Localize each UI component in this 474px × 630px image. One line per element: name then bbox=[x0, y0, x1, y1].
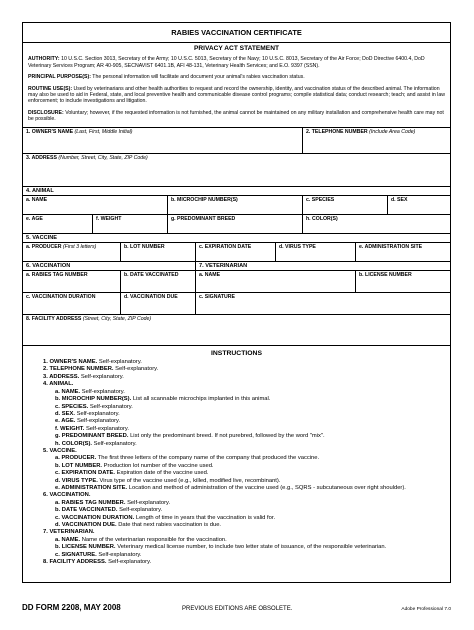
rabies-tag-field[interactable]: a. RABIES TAG NUMBER bbox=[23, 271, 121, 292]
instruction-label: a. PRODUCER. bbox=[55, 455, 97, 462]
instruction-line bbox=[29, 396, 444, 403]
instruction-text: List all scannable microchips implanted in this animal. bbox=[132, 396, 271, 403]
instruction-text: Virus type of the vaccine used (e.g., killed, modified live, recombinant). bbox=[99, 477, 281, 484]
instruction-label: 5. VACCINE. bbox=[43, 447, 77, 454]
instruction-line bbox=[29, 478, 444, 485]
instruction-text: Production lot number of the vaccine used. bbox=[103, 462, 214, 469]
instruction-label: 4. ANIMAL. bbox=[43, 381, 74, 388]
weight-field[interactable]: f. WEIGHT bbox=[93, 215, 168, 233]
instruction-label: 8. FACILITY ADDRESS. bbox=[43, 559, 107, 566]
instruction-label: b. LICENSE NUMBER. bbox=[55, 544, 116, 551]
license-number-field[interactable]: b. LICENSE NUMBER bbox=[359, 271, 412, 278]
date-vaccinated-field[interactable]: b. DATE VACCINATED bbox=[121, 271, 196, 292]
instructions-section bbox=[23, 346, 450, 582]
instruction-line bbox=[29, 411, 444, 418]
instruction-text: Self-explanatory. bbox=[85, 425, 130, 432]
instruction-line bbox=[29, 366, 444, 373]
instruction-text: Self-explanatory. bbox=[108, 559, 152, 566]
instruction-line bbox=[29, 418, 444, 425]
instruction-line bbox=[29, 426, 444, 433]
instruction-line bbox=[29, 470, 444, 477]
instruction-label: b. LOT NUMBER. bbox=[55, 462, 103, 469]
instruction-label: d. VACCINATION DUE. bbox=[55, 522, 117, 528]
instruction-text: Length of time in years that the vaccination is valid for. bbox=[135, 514, 276, 521]
routine-use-paragraph: ROUTINE USE(S): Used by veterinarians and other health authorities to request and record the ownership, identity, and vaccination status of the described animal. The information may also be used to aid in Federal, state, and local preventive health and communicable disease control programs; compile statistical data; conduct research; teach; and assist in law enforcement; to include investigations and litigation. bbox=[28, 85, 445, 105]
instruction-label: 2. TELEPHONE NUMBER. bbox=[43, 366, 114, 373]
instruction-label: h. COLOR(S). bbox=[55, 440, 93, 447]
instruction-text: Self-explanatory. bbox=[77, 418, 121, 425]
instruction-text: Self-explanatory. bbox=[119, 507, 163, 514]
form-number: DD FORM 2208, MAY 2008 bbox=[22, 603, 121, 612]
instruction-label: 3. ADDRESS. bbox=[43, 373, 80, 380]
instruction-line bbox=[29, 500, 444, 507]
instruction-label: g. PREDOMINANT BREED. bbox=[55, 433, 129, 440]
disclosure-paragraph: DISCLOSURE: Voluntary; however, if the requested information is not furnished, the animal cannot be maintained on any military installation and comprehensive health care may not be possible. bbox=[28, 109, 444, 123]
address-field[interactable]: 3. ADDRESS (Number, Street, City, State, ZIP Code) bbox=[26, 154, 148, 161]
vaccination-duration-field[interactable]: c. VACCINATION DURATION bbox=[23, 293, 121, 314]
instruction-label: c. EXPIRATION DATE. bbox=[55, 470, 116, 477]
instruction-line bbox=[29, 492, 444, 499]
species-field[interactable]: c. SPECIES bbox=[303, 196, 388, 214]
instruction-label: a. NAME. bbox=[55, 536, 81, 543]
vaccination-due-field[interactable]: d. VACCINATION DUE bbox=[121, 293, 196, 314]
instruction-label: b. MICROCHIP NUMBER(S). bbox=[55, 396, 132, 403]
instruction-text: Self-explanatory. bbox=[89, 403, 133, 410]
instruction-line bbox=[29, 485, 444, 492]
vaccination-vet-row-1 bbox=[23, 271, 450, 293]
instruction-line bbox=[29, 552, 444, 559]
instruction-label: e. AGE. bbox=[55, 418, 76, 425]
vaccination-section-header: 6. VACCINATION bbox=[23, 262, 196, 270]
breed-field[interactable]: g. PREDOMINANT BREED bbox=[168, 215, 303, 233]
certificate-form bbox=[22, 22, 451, 583]
owner-row bbox=[23, 128, 450, 154]
facility-address-field[interactable]: 8. FACILITY ADDRESS (Street, City, State, ZIP Code) bbox=[26, 315, 152, 322]
instruction-text: Self-explanatory. bbox=[127, 499, 171, 506]
instruction-label: 6. VACCINATION. bbox=[43, 492, 91, 499]
age-field[interactable]: e. AGE bbox=[23, 215, 93, 233]
authority-paragraph: AUTHORITY: 10 U.S.C. Section 3013, Secretary of the Army; 10 U.S.C. 5013, Secretary of the Navy; 10 U.S.C. 8013, Secretary of the Air Force; DoD Directive 6400.4, DoD Veterinary Services Program; AR 40-905, SECNAVIST 6401.1B, AFI 48-131, Veterinary Health Services; and E.O. 9397 (SSN). bbox=[28, 56, 425, 69]
instruction-line bbox=[29, 433, 444, 440]
signature-field[interactable]: c. SIGNATURE bbox=[199, 293, 235, 300]
instruction-line bbox=[29, 389, 444, 396]
expiration-date-field[interactable]: c. EXPIRATION DATE bbox=[196, 243, 276, 261]
instruction-label: 7. VETERINARIAN. bbox=[43, 529, 95, 536]
instruction-label: f. WEIGHT. bbox=[55, 425, 85, 432]
owner-name-field[interactable]: 1. OWNER'S NAME (Last, First, Middle Initial) bbox=[23, 128, 303, 153]
instruction-line bbox=[29, 522, 444, 529]
administration-site-field[interactable]: e. ADMINISTRATION SITE bbox=[359, 243, 423, 250]
instructions-list bbox=[29, 359, 444, 566]
vaccination-vet-row-2 bbox=[23, 293, 450, 315]
instruction-text: Self-explanatory. bbox=[115, 366, 159, 373]
producer-field[interactable]: a. PRODUCER (First 3 letters) bbox=[23, 243, 121, 261]
instruction-line bbox=[29, 515, 444, 522]
color-field[interactable]: h. COLOR(S) bbox=[306, 215, 338, 222]
instruction-line bbox=[29, 559, 444, 566]
instruction-line bbox=[29, 529, 444, 536]
instruction-text: Name of the veterinarian responsible for the vaccination. bbox=[81, 536, 227, 543]
instruction-line bbox=[29, 374, 444, 381]
instruction-label: a. RABIES TAG NUMBER. bbox=[55, 499, 126, 506]
instruction-line bbox=[29, 381, 444, 388]
software-note: Adobe Professional 7.0 bbox=[401, 607, 451, 612]
instruction-text: Self-explanatory. bbox=[80, 373, 124, 380]
instruction-line bbox=[29, 507, 444, 514]
instruction-label: d. VIRUS TYPE. bbox=[55, 477, 98, 484]
vaccine-row bbox=[23, 243, 450, 262]
instruction-label: a. NAME. bbox=[55, 388, 81, 395]
instruction-line bbox=[29, 455, 444, 462]
instruction-text: Self-explanatory. bbox=[93, 440, 137, 447]
animal-section-header: 4. ANIMAL bbox=[23, 187, 450, 196]
address-row bbox=[23, 154, 450, 187]
vet-name-field[interactable]: a. NAME bbox=[196, 271, 356, 292]
privacy-heading: PRIVACY ACT STATEMENT bbox=[194, 45, 279, 52]
instruction-text: Date that next rabies vaccination is due. bbox=[118, 522, 222, 528]
instruction-text: Self-explanatory. bbox=[76, 410, 120, 417]
instruction-line bbox=[29, 463, 444, 470]
vaccine-section-header: 5. VACCINE bbox=[23, 234, 450, 243]
vaccination-vet-header-row bbox=[23, 262, 450, 271]
instruction-line bbox=[29, 441, 444, 448]
instruction-label: e. ADMINISTRATION SITE. bbox=[55, 484, 128, 491]
purpose-paragraph: PRINCIPAL PURPOSE(S): The personal information will facilitate and document your animal's rabies vaccination status. bbox=[28, 74, 305, 81]
animal-row-1 bbox=[23, 196, 450, 215]
instruction-line bbox=[29, 544, 444, 551]
form-title: RABIES VACCINATION CERTIFICATE bbox=[23, 23, 450, 43]
instruction-line bbox=[29, 448, 444, 455]
microchip-field[interactable]: b. MICROCHIP NUMBER(S) bbox=[168, 196, 303, 214]
telephone-field[interactable]: 2. TELEPHONE NUMBER (Include Area Code) bbox=[306, 128, 416, 135]
veterinarian-section-header: 7. VETERINARIAN bbox=[199, 262, 248, 269]
instruction-line bbox=[29, 537, 444, 544]
previous-editions-note: PREVIOUS EDITIONS ARE OBSOLETE. bbox=[182, 606, 293, 612]
instruction-label: 1. OWNER'S NAME. bbox=[43, 359, 98, 366]
instruction-text: List only the predominant breed. If not purebred, followed by the word "mix". bbox=[130, 433, 325, 440]
instruction-line bbox=[29, 404, 444, 411]
instruction-text: Location and method of administration of the vaccine used (e.g., SQRS - subcutaneous over right shoulder). bbox=[128, 484, 406, 491]
instructions-heading: INSTRUCTIONS bbox=[211, 349, 262, 357]
animal-name-field[interactable]: a. NAME bbox=[23, 196, 168, 214]
facility-row bbox=[23, 315, 450, 346]
sex-field[interactable]: d. SEX bbox=[391, 196, 408, 203]
instruction-label: b. DATE VACCINATED. bbox=[55, 507, 118, 514]
lot-number-field[interactable]: b. LOT NUMBER bbox=[121, 243, 196, 261]
instruction-text: Self-explanatory. bbox=[81, 388, 125, 395]
instruction-label: c. SPECIES. bbox=[55, 403, 89, 410]
instruction-text: Self-explanatory. bbox=[98, 359, 142, 366]
instruction-text: The first three letters of the company name of the company that produced the vaccine. bbox=[97, 455, 320, 462]
instruction-text: Self-explanatory. bbox=[98, 551, 142, 558]
privacy-act-statement bbox=[23, 43, 450, 128]
instruction-line bbox=[29, 359, 444, 366]
instruction-text: Veterinary medical license number, to include two letter state of issuance, of the responsible veterinarian. bbox=[117, 544, 387, 551]
instruction-label: c. SIGNATURE. bbox=[55, 551, 97, 558]
virus-type-field[interactable]: d. VIRUS TYPE bbox=[276, 243, 356, 261]
instruction-text: Expiration date of the vaccine used. bbox=[116, 470, 209, 477]
instruction-label: d. SEX. bbox=[55, 410, 75, 417]
form-footer bbox=[22, 603, 451, 612]
instruction-label: c. VACCINATION DURATION. bbox=[55, 514, 135, 521]
animal-row-2 bbox=[23, 215, 450, 234]
